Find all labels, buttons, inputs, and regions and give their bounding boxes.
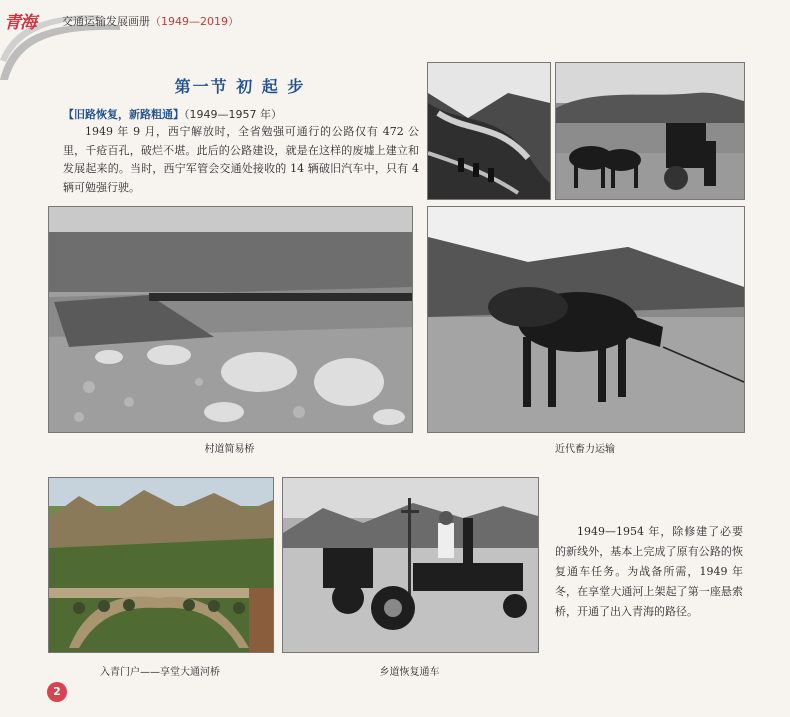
body-paragraph-2: 1949—1954 年，除修建了必要的新线外，基本上完成了原有公路的恢复通车任务。为战备所需，1949 年冬，在享堂大通河上架起了第一座悬索桥，开通了出入青海的路径。 bbox=[555, 525, 743, 618]
page-number-badge: 2 bbox=[47, 682, 67, 702]
caption-animal-transport: 近代畜力运输 bbox=[555, 444, 615, 455]
book-header bbox=[62, 13, 239, 29]
subhead-close-bracket: 】 bbox=[173, 108, 184, 121]
subhead-open-bracket: 【 bbox=[63, 108, 74, 121]
photo-tractor bbox=[282, 477, 539, 653]
photo-datong-bridge bbox=[48, 477, 274, 653]
photo-village-bridge bbox=[48, 206, 413, 433]
photo-mountain-caravan bbox=[427, 62, 551, 200]
subhead-topic: 旧路恢复，新路粗通 bbox=[74, 108, 173, 121]
section-title: 第一节 初 起 步 bbox=[174, 77, 306, 96]
photo-mule-transport bbox=[427, 206, 745, 433]
caption-village-bridge: 村道简易桥 bbox=[204, 444, 255, 455]
subhead-period: （1949—1957 年） bbox=[184, 108, 282, 121]
body-paragraph-1: 1949 年 9 月，西宁解放时，全省勉强可通行的公路仅有 472 公里，千疮百孔，破烂不堪。此后的公路建设，就是在这样的废墟上建立和发展起来的。当时，西宁军管会交通处接收的 14 辆破旧汽车中，只有 4 辆可勉强行驶。 bbox=[63, 125, 419, 194]
caption-township-road: 乡道恢复通车 bbox=[379, 667, 440, 678]
caption-datong-bridge: 入青门户——享堂大通河桥 bbox=[100, 667, 220, 678]
photo-donkey-cart bbox=[555, 62, 745, 200]
book-title: 交通运输发展画册 bbox=[62, 15, 150, 28]
subheading bbox=[63, 106, 282, 122]
brand-logo: 青海 bbox=[4, 13, 36, 33]
book-years: （1949—2019） bbox=[150, 15, 239, 28]
